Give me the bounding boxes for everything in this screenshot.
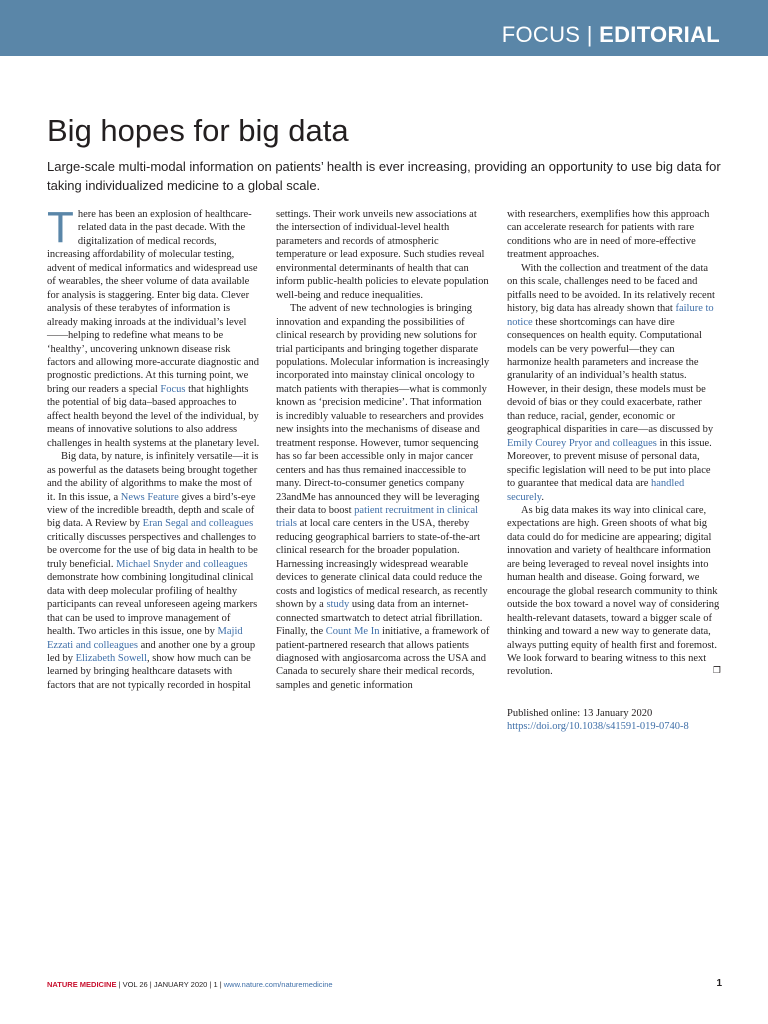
text-run: , show how much can be learned by bringing healthcare datasets with factors that are not typically recorded in hospital [47, 652, 251, 691]
footer-meta: | VOL 26 | JANUARY 2020 | 1 | [116, 980, 224, 989]
paragraph: with researchers, exemplifies how this approach can accelerate research for patients with rare conditions who are in need of more-effective treatment approaches. [507, 209, 710, 261]
text-run: at local care centers in the USA, thereby reducing geographical barriers to state-of-the-art clinical research for the broader population. Harnessing increasingly widespread wearable devices to generate clinical data could reduce the costs and logistics of medical research, as recently shown by a [276, 518, 488, 611]
link-majid-ezzati[interactable]: Majid Ezzati and colleagues [47, 626, 243, 651]
paragraph [507, 262, 721, 504]
text-run: The advent of new technologies is bringing innovation and expanding the possibilities of clinical research by providing new solutions for trial participants and bringing together disparate populations. Molecular information is increasingly incorporated into mainstay clinical oncology to match patients with therapies—what is commonly known as ‘precision medicine’. That information is incredibly valuable to researchers and provides new insights into the mechanisms of disease and treatment response. However, tumor sequencing has so far been accessible only in major cancer centers and has thus remained inaccessible to many. Direct-to-consumer genetics company 23andMe has announced they will be leveraging their data to boost [276, 303, 490, 516]
paragraph [47, 203, 261, 450]
page-number: 1 [716, 978, 722, 989]
text-run: here has been an explosion of healthcare-related data in the past decade. With the digitalization of medical records, increasing affordability of molecular testing, advent of medical informatics and widespread use of wearables, the sheer volume of data available for analysis is staggering. Enter big data. Clever analysis of these terabytes of information is already making inroads at the individual’s level——helping to redefine what means to be ‘healthy’, uncovering unknown disease risk factors and allowing more-accurate diagnostic and prognostic predictions. At this turning point, we bring our readers a special [47, 209, 259, 395]
text-run: initiative, a framework of patient-partnered research that allows patients diagnosed with angiosarcoma across the USA and Canada to securely share their medical records, samples and genetic information [276, 626, 490, 691]
text-run: and another one by a group led by [47, 639, 256, 664]
column-1 [47, 203, 261, 692]
link-eran-segal[interactable]: Eran Segal and colleagues [142, 518, 254, 530]
text-run: gives a bird’s-eye view of the incredible breadth, depth and scale of big data. A Review by [47, 491, 256, 530]
drop-cap: T [47, 203, 74, 252]
text-run: With the collection and treatment of the data on this scale, challenges need to be faced and pitfalls need to be avoided. In its relatively recent history, big data has already shown that [507, 262, 715, 315]
paragraph [47, 450, 261, 692]
article-title: Big hopes for big data [47, 113, 349, 148]
link-focus[interactable]: Focus [160, 383, 186, 395]
text-run: that highlights the potential of big data–based approaches to affect health beyond the level of the individual, by means of innovative solutions to also address challenges in health systems at the planetary level. [47, 383, 260, 449]
link-news-feature[interactable]: News Feature [120, 491, 179, 503]
link-michael-snyder[interactable]: Michael Snyder and colleagues [116, 558, 248, 570]
doi-link[interactable]: https://doi.org/10.1038/s41591-019-0740-8 [507, 721, 689, 733]
footer-url-link[interactable]: www.nature.com/naturemedicine [223, 980, 333, 989]
section-type: EDITORIAL [599, 22, 720, 47]
text-run: in this issue. Moreover, to prevent misuse of personal data, specific legislation will need to be put into place to guarantee that medical data are [507, 437, 712, 490]
link-elizabeth-sowell[interactable]: Elizabeth Sowell [75, 652, 148, 664]
article-standfirst: Large-scale multi-modal information on patients’ health is ever increasing, providing an opportunity to use big data for taking individualized medicine to a global scale. [47, 159, 721, 193]
publication-info [507, 707, 721, 734]
text-run: Big data, by nature, is infinitely versatile—it is as powerful as the datasets being brought together and the ability of algorithms to make the most of it. In this issue, a [47, 451, 259, 503]
column-3 [507, 208, 721, 734]
section-separator: | [586, 22, 593, 47]
text-run: these shortcomings can have dire consequences on health equity. Computational models can be very powerful—they can harmonize health parameters and increase the granularity of an individual’s health status. However, in their design, these models must be devoid of bias or they could exacerbate, rather than reduce, racial, gender, economic or geographical disparities in care—as discussed by [507, 316, 714, 436]
link-failure-to-notice[interactable]: failure to notice [507, 303, 714, 328]
text-run: critically discusses perspectives and challenges to be overcome for the use of big data in health to be truly beneficial. [47, 531, 258, 570]
section-label [502, 22, 720, 48]
text-run: . [541, 491, 544, 503]
paragraph: settings. Their work unveils new associations at the intersection of individual-level health parameters and records of atmospheric temperature or lead exposure. Such studies reveal environmental determinants of health that can inform public-health policies to elevate population well-being and reduce inequalities. [276, 209, 489, 301]
text-run: demonstrate how combining longitudinal clinical data with deep molecular profiling of healthy participants can reveal unforeseen ageing markers that can be used to improve management of health. Two articles in this issue, one by [47, 572, 258, 638]
section-focus: FOCUS [501, 22, 581, 47]
link-emily-courey-pryor[interactable]: Emily Courey Pryor and colleagues [507, 437, 657, 449]
published-date: Published online: 13 January 2020 [507, 707, 653, 719]
section-banner [0, 0, 768, 56]
end-of-article-icon: ❐ [712, 666, 721, 677]
paragraph [507, 504, 721, 679]
link-patient-recruitment[interactable]: patient recruitment in clinical trials [276, 504, 479, 530]
text-run: As big data makes its way into clinical care, expectations are high. Green shoots of what big data could do for medicine are appearing; digital innovation and variety of healthcare information are being leveraged to reveal novel insights into human health and disease. Going forward, we encourage the global research community to think outside the box toward a novel way of considering health-relevant datasets, toward a bigger scale of thinking and toward a new way to generate data, always putting equity of health first and foremost. We look forward to bearing witness to this next revolution. [507, 504, 720, 678]
link-study[interactable]: study [326, 599, 350, 611]
footer-journal: NATURE MEDICINE [47, 980, 117, 989]
link-handled-securely[interactable]: handled securely [507, 478, 685, 503]
text-run: using data from an internet-connected smartwatch to detect atrial fibrillation. Finally, the [276, 599, 483, 638]
paragraph [276, 302, 490, 692]
link-count-me-in[interactable]: Count Me In [325, 626, 380, 638]
page-footer [47, 980, 333, 989]
column-2 [276, 208, 490, 692]
